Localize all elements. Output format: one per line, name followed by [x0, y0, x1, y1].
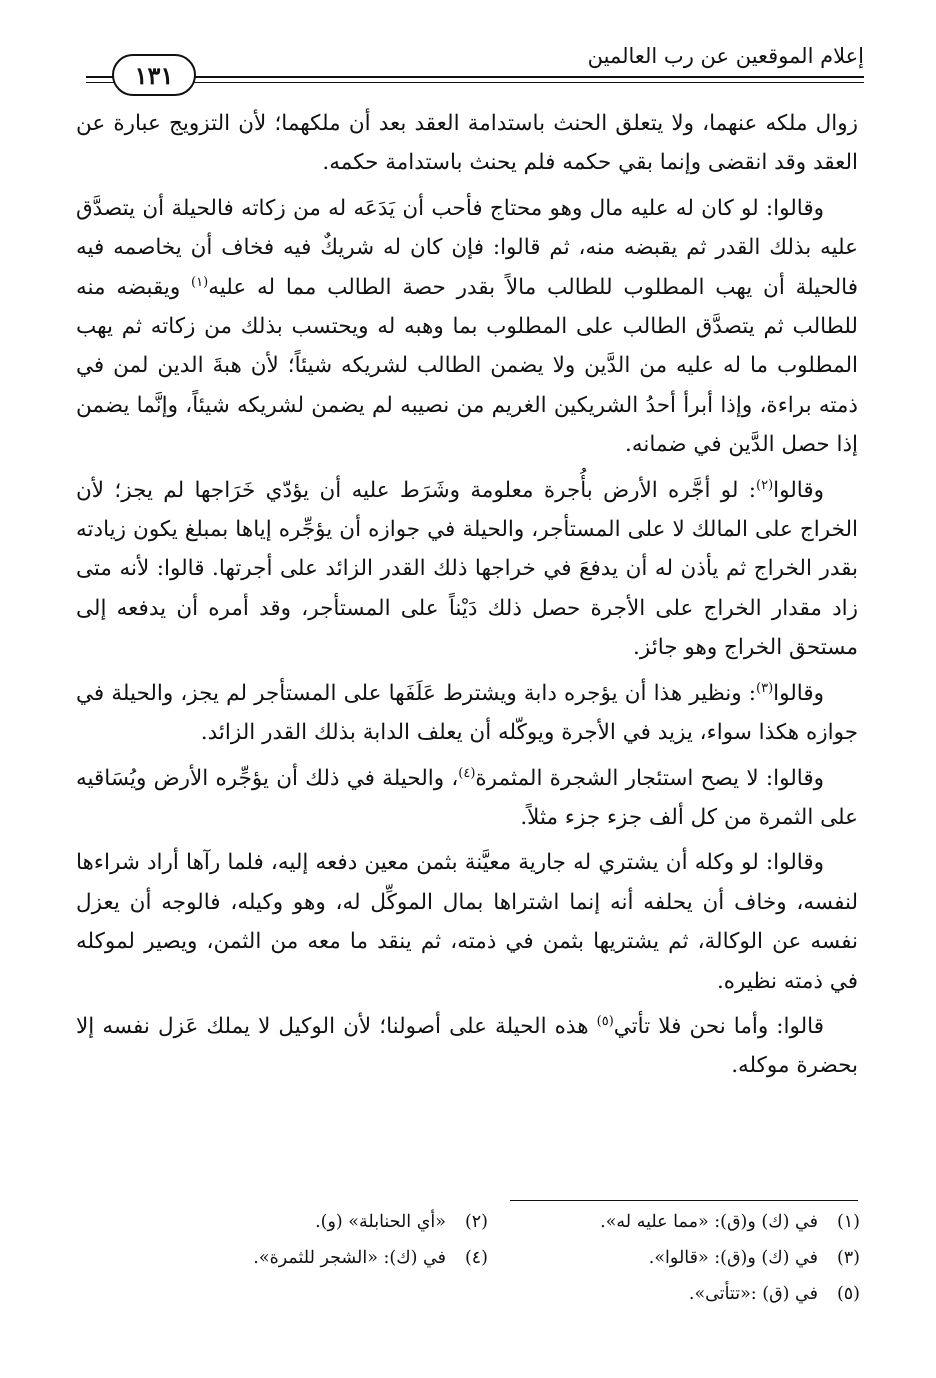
- footnote-text: في (ك) و(ق): «مما عليه له».: [600, 1212, 818, 1232]
- footnote-ref[interactable]: (٢): [756, 477, 774, 493]
- page-number: ١٣١: [112, 54, 196, 96]
- paragraph: [76, 843, 858, 1001]
- paragraph-text: وقالوا: لو كان له عليه مال وهو محتاج فأحب أن يَدَعَه له من زكاته فالحيلة أن يتصدَّق عليه بذلك القدر ثم يقبضه منه، ثم قالوا: فإن كان له شريكٌ فيه فخاف أن يخاصمه فيه فالحيلة أن يهب المطلوب للطالب مالاً بقدر حصة الطالب مما له عليه: [76, 195, 858, 300]
- footnote-number: (٥): [836, 1284, 860, 1304]
- main-text: [76, 104, 858, 1092]
- footnote-item: [600, 1212, 860, 1232]
- footnote-text: في (ك) و(ق): «قالوا».: [648, 1248, 818, 1268]
- footnote-text: في (ق) :«تتأتى».: [688, 1284, 818, 1304]
- header-rule: [174, 76, 864, 78]
- paragraph: [76, 674, 858, 753]
- paragraph: [76, 104, 858, 183]
- paragraph-text: : لو أجَّره الأرض بأُجرة معلومة وشَرَط عليه أن يؤدّي خَرَاجها لم يجز؛ لأن الخراج على المالك لا على المستأجر، والحيلة في جوازه أن يؤجِّره إياها بمبلغ يكون زيادته بقدر الخراج ثم يأذن له أن يدفعَ في خراجها ذلك القدر الزائد على أجرتها. قالوا: لأنه متى زاد مقدار الخراج على الأجرة حصل ذلك دَيْناً على المستأجر، وقد أمره أن يدفعه إلى مستحق الخراج وهو جائز.: [76, 477, 858, 661]
- paragraph-text: وقالوا: لو وكله أن يشتري له جارية معيَّنة بثمن معين دفعه إليه، فلما رآها أراد شراءها لنفسه، وخاف أن يحلفه أنه إنما اشتراها بمال الموكِّل له، وهو وكيله، فالوجه أن يعزل نفسه عن الوكالة، ثم يشتريها بثمن في ذمته، ثم ينقد ما معه من الثمن، ويصير لموكله في ذمته نظيره.: [76, 850, 858, 994]
- paragraph: [76, 189, 858, 465]
- footnote-number: (٤): [464, 1248, 488, 1268]
- header-rule: [86, 76, 114, 78]
- footnote-number: (٢): [464, 1212, 488, 1232]
- paragraph-text: ، والحيلة في ذلك أن يؤجِّره الأرض ويُسَاقيه على الثمرة من كل ألف جزء جزء مثلاً.: [76, 765, 858, 830]
- paragraph-text: هذه الحيلة على أصولنا؛ لأن الوكيل لا يملك عَزل نفسه إلا بحضرة موكله.: [76, 1013, 858, 1079]
- footnote-item: [315, 1212, 488, 1232]
- footnote-item: [689, 1284, 860, 1304]
- paragraph-text: وقالوا: لا يصح استئجار الشجرة المثمرة: [475, 765, 824, 791]
- paragraph-text: وقالوا: [773, 477, 824, 503]
- header-rule: [174, 82, 864, 83]
- footnote-ref[interactable]: (٤): [458, 765, 476, 781]
- footnote-item: [649, 1248, 860, 1268]
- footnote-ref[interactable]: (١): [191, 274, 209, 290]
- paragraph-text: : ونظير هذا أن يؤجره دابة ويشترط عَلَفَها على المستأجر لم يجز، والحيلة في جوازه هكذا سواء، يزيد في الأجرة ويوكّله أن يعلف الدابة بذلك القدر الزائد.: [76, 680, 858, 746]
- paragraph-text: قالوا: وأما نحن فلا تأتي: [613, 1013, 824, 1039]
- page-header: [86, 40, 864, 98]
- footnote-number: (٣): [836, 1248, 860, 1268]
- paragraph-text: وقالوا: [773, 680, 824, 706]
- footnotes: [120, 1212, 860, 1332]
- footnote-separator: [510, 1200, 858, 1201]
- footnote-item: [253, 1248, 488, 1268]
- paragraph: [76, 759, 858, 838]
- header-rule: [86, 82, 114, 83]
- running-title: إعلام الموقعين عن رب العالمين: [587, 44, 864, 68]
- footnote-ref[interactable]: (٥): [596, 1013, 614, 1029]
- paragraph: [76, 471, 858, 668]
- footnote-text: في (ك): «الشجر للثمرة».: [253, 1248, 446, 1268]
- paragraph-text: زوال ملكه عنهما، ولا يتعلق الحنث باستدامة العقد بعد أن ملكهما؛ لأن التزويج عبارة عن العقد وقد انقضى وإنما بقي حكمه فلم يحنث باستدامة حكمه.: [76, 111, 858, 176]
- footnote-ref[interactable]: (٣): [756, 680, 774, 696]
- paragraph: [76, 1007, 858, 1086]
- footnote-number: (١): [836, 1212, 860, 1232]
- footnote-text: «أي الحنابلة» (و).: [315, 1212, 446, 1232]
- paragraph-text: ويقبضه منه للطالب ثم يتصدَّق الطالب على المطلوب بما وهبه له ويحتسب بذلك من زكاته ثم يهب المطلوب ما له عليه من الدَّين ولا يضمن الطالب لشريكه شيئاً؛ لأن هبةَ الدين لمن في ذمته براءة، وإذا أبرأ أحدُ الشريكين الغريم من نصيبه لم يضمن لشريكه شيئاً، وإنَّما يضمن إذا حصل الدَّين في ضمانه.: [76, 274, 858, 458]
